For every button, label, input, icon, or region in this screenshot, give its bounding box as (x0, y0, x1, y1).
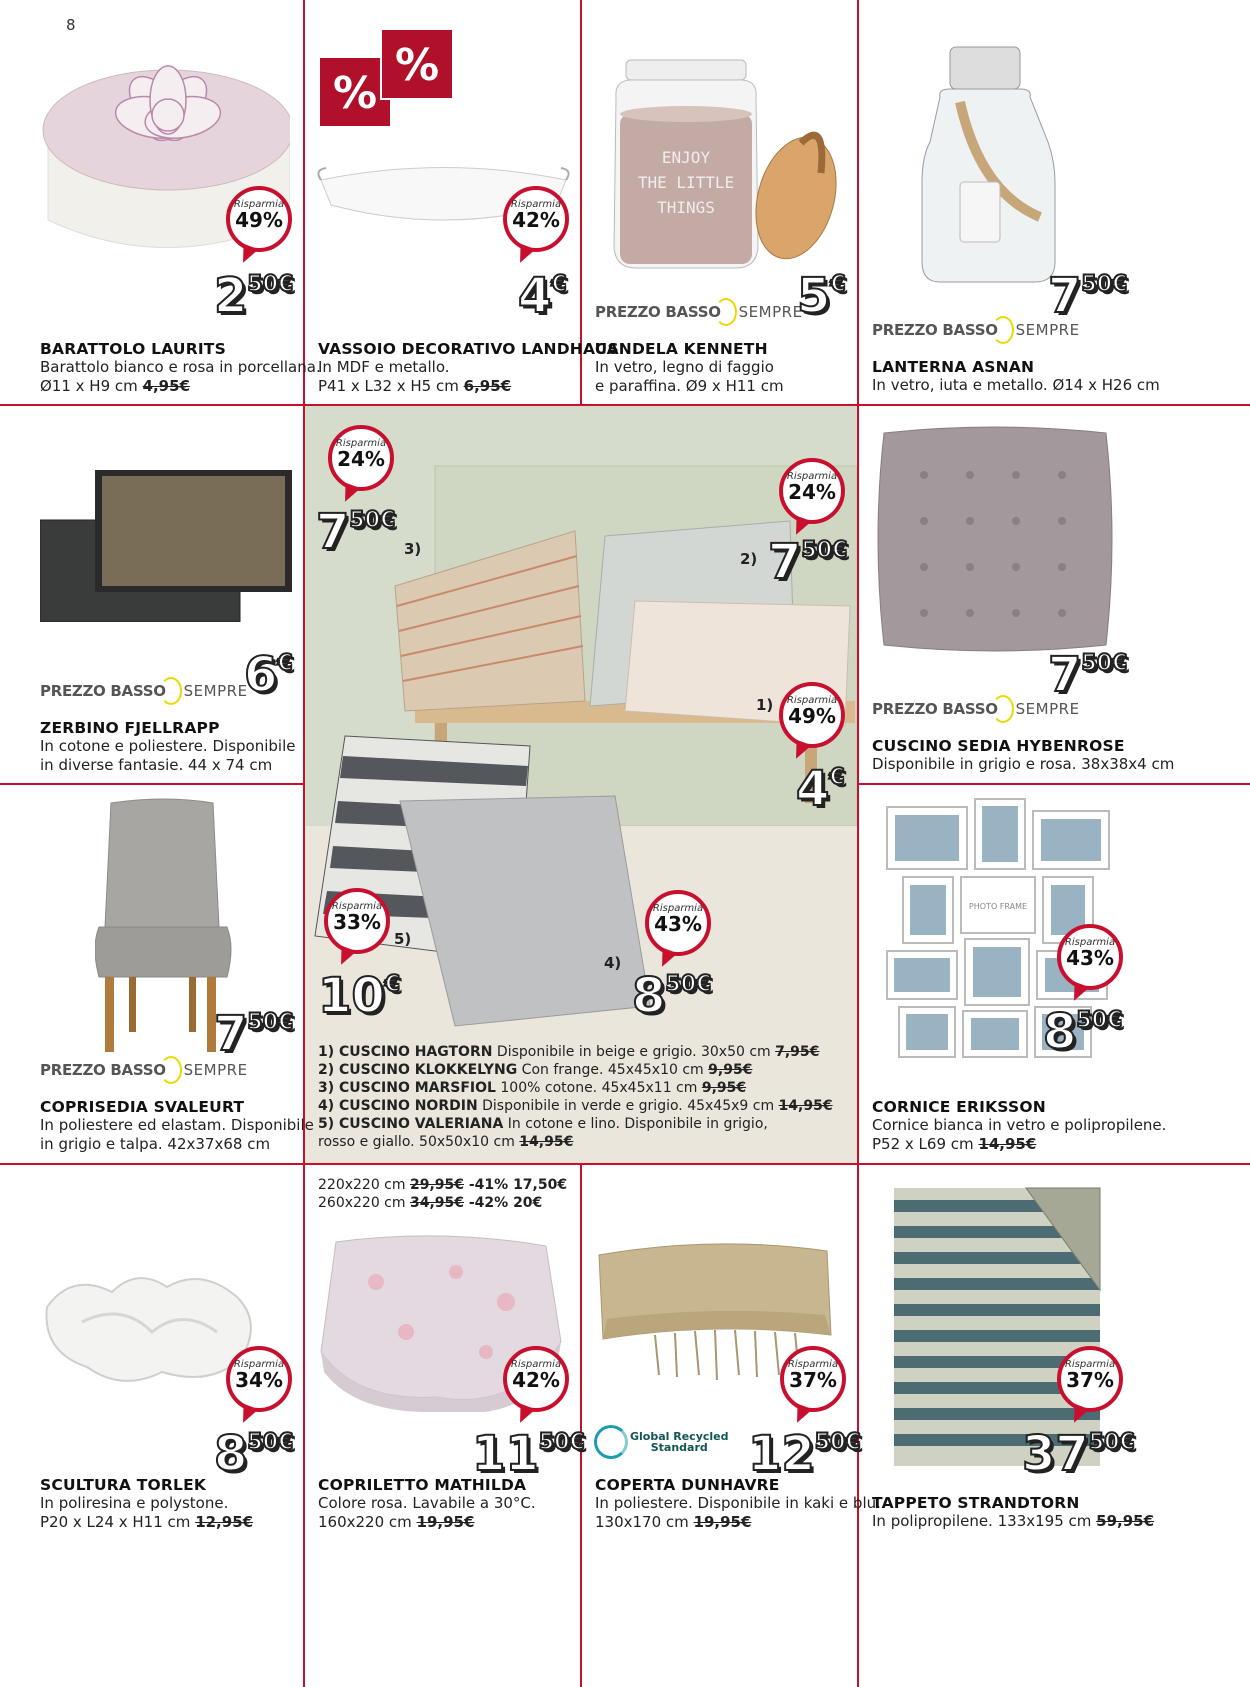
product-desc: In vetro, iuta e metallo. Ø14 x H26 cm (872, 376, 1160, 394)
product-desc: In MDF e metallo. P41 x L32 x H5 cm 6,95€ (318, 358, 512, 395)
recycle-icon (594, 1425, 628, 1459)
discount-badge: Risparmia 42% (503, 186, 569, 252)
product-title: LANTERNA ASNAN (872, 358, 1035, 376)
product-title: COPERTA DUNHAVRE (595, 1476, 780, 1494)
discount-badge: Risparmia 33% (324, 888, 390, 954)
discount-badge: Risparmia 49% (779, 682, 845, 748)
product-title: CANDELA KENNETH (595, 340, 768, 358)
price: 750€ (316, 504, 396, 560)
prezzo-basso-logo: PREZZO BASSO SEMPRE (40, 1056, 248, 1084)
size-price-list (318, 1176, 567, 1212)
price: 5€ (797, 268, 846, 324)
price: 1150€ (472, 1426, 585, 1482)
discount-badge: Risparmia 37% (1057, 1346, 1123, 1412)
discount-badge: Risparmia 24% (328, 425, 394, 491)
price: 750€ (214, 1006, 294, 1062)
product-desc: In vetro, legno di faggio e paraffina. Ø9 x H11 cm (595, 358, 784, 395)
cushion-list (318, 1043, 833, 1151)
discount-badge: Risparmia 49% (226, 186, 292, 252)
product-title: COPRILETTO MATHILDA (318, 1476, 527, 1494)
grid-divider (857, 783, 1250, 785)
cushion-label: 3) (404, 540, 422, 558)
cushion-label: 1) (756, 696, 774, 714)
size-price-row: 220x220 cm 29,95€ -41% 17,50€ (318, 1177, 568, 1193)
price: 850€ (1043, 1004, 1123, 1060)
product-title: CORNICE ERIKSSON (872, 1098, 1046, 1116)
price: 250€ (214, 268, 294, 324)
lantern-image (920, 42, 1060, 287)
doormat-image (40, 470, 292, 622)
percent-tag: % (318, 56, 392, 128)
grid-divider (0, 1163, 1250, 1165)
product-title: TAPPETO STRANDTORN (872, 1494, 1080, 1512)
grid-divider (580, 1163, 582, 1687)
cushion-list-item: 5) CUSCINO VALERIANA In cotone e lino. Disponibile in grigio, (318, 1116, 768, 1132)
svg-text:PHOTO FRAME: PHOTO FRAME (968, 902, 1028, 911)
discount-badge: Risparmia 42% (503, 1346, 569, 1412)
product-title: VASSOIO DECORATIVO LANDHAUS (318, 340, 619, 358)
svg-text:THE LITTLE: THE LITTLE (637, 173, 735, 192)
discount-badge: Risparmia 43% (645, 890, 711, 956)
cushion-list-item: 1) CUSCINO HAGTORN Disponibile in beige e grigio. 30x50 cm 7,95€ (318, 1044, 820, 1060)
price: 4€ (518, 268, 567, 324)
price: 4€ (796, 761, 845, 817)
cushion-label: 2) (740, 550, 758, 568)
product-desc: Barattolo bianco e rosa in porcellana. Ø11 x H9 cm 4,95€ (40, 358, 321, 395)
grid-divider (0, 783, 303, 785)
cushion-list-item: rosso e giallo. 50x50x10 cm 14,95€ (318, 1134, 574, 1150)
global-recycled-standard-logo: Global Recycled Standard (594, 1425, 729, 1459)
product-title: CUSCINO SEDIA HYBENROSE (872, 737, 1125, 755)
product-desc: In poliestere. Disponibile in kaki e blu. 130x170 cm 19,95€ (595, 1494, 881, 1531)
prezzo-basso-logo: PREZZO BASSO SEMPRE (40, 677, 248, 705)
candle-image (606, 58, 846, 273)
product-desc: Colore rosa. Lavabile a 30°C. 160x220 cm 19,95€ (318, 1494, 536, 1531)
svg-text:THINGS: THINGS (657, 198, 715, 217)
price: 6€ (244, 647, 293, 703)
product-desc: Disponibile in grigio e rosa. 38x38x4 cm (872, 755, 1175, 773)
prezzo-basso-logo: PREZZO BASSO SEMPRE (872, 695, 1080, 723)
seat-cushion-image (874, 425, 1116, 653)
page-number: 8 (66, 16, 76, 34)
cushion-label: 4) (604, 954, 622, 972)
product-desc: In cotone e poliestere. Disponibile in diverse fantasie. 44 x 74 cm (40, 737, 296, 774)
cushion-label: 5) (394, 930, 412, 948)
percent-tag: % (380, 28, 454, 100)
price: 750€ (1048, 647, 1128, 703)
product-desc: Cornice bianca in vetro e polipropilene. P52 x L69 cm 14,95€ (872, 1116, 1167, 1153)
price: 850€ (632, 968, 712, 1024)
discount-badge: Risparmia 34% (226, 1346, 292, 1412)
product-desc: In polipropilene. 133x195 cm 59,95€ (872, 1512, 1155, 1530)
product-title: ZERBINO FJELLRAPP (40, 719, 220, 737)
price: 750€ (1048, 268, 1128, 324)
product-title: SCULTURA TORLEK (40, 1476, 207, 1494)
size-price-row: 260x220 cm 34,95€ -42% 20€ (318, 1195, 543, 1211)
price: 10€ (318, 968, 401, 1024)
product-title: BARATTOLO LAURITS (40, 340, 226, 358)
discount-badge: Risparmia 24% (779, 458, 845, 524)
price: 850€ (214, 1426, 294, 1482)
cushion-list-item: 4) CUSCINO NORDIN Disponibile in verde e grigio. 45x45x9 cm 14,95€ (318, 1098, 833, 1114)
price: 750€ (768, 534, 848, 590)
product-desc: In poliresina e polystone. P20 x L24 x H11 cm 12,95€ (40, 1494, 254, 1531)
discount-badge: Risparmia 37% (780, 1346, 846, 1412)
prezzo-basso-logo: PREZZO BASSO SEMPRE (595, 298, 803, 326)
cushion-list-item: 3) CUSCINO MARSFIOL 100% cotone. 45x45x11 cm 9,95€ (318, 1080, 747, 1096)
price: 1250€ (748, 1426, 861, 1482)
product-title: COPRISEDIA SVALEURT (40, 1098, 245, 1116)
discount-badge: Risparmia 43% (1057, 924, 1123, 990)
cushion-list-item: 2) CUSCINO KLOKKELYNG Con frange. 45x45x10 cm 9,95€ (318, 1062, 753, 1078)
product-desc: In poliestere ed elastam. Disponibile in grigio e talpa. 42x37x68 cm (40, 1116, 314, 1153)
svg-text:ENJOY: ENJOY (661, 148, 711, 167)
prezzo-basso-logo: PREZZO BASSO SEMPRE (872, 316, 1080, 344)
price: 3750€ (1022, 1426, 1135, 1482)
grid-divider (303, 0, 305, 405)
